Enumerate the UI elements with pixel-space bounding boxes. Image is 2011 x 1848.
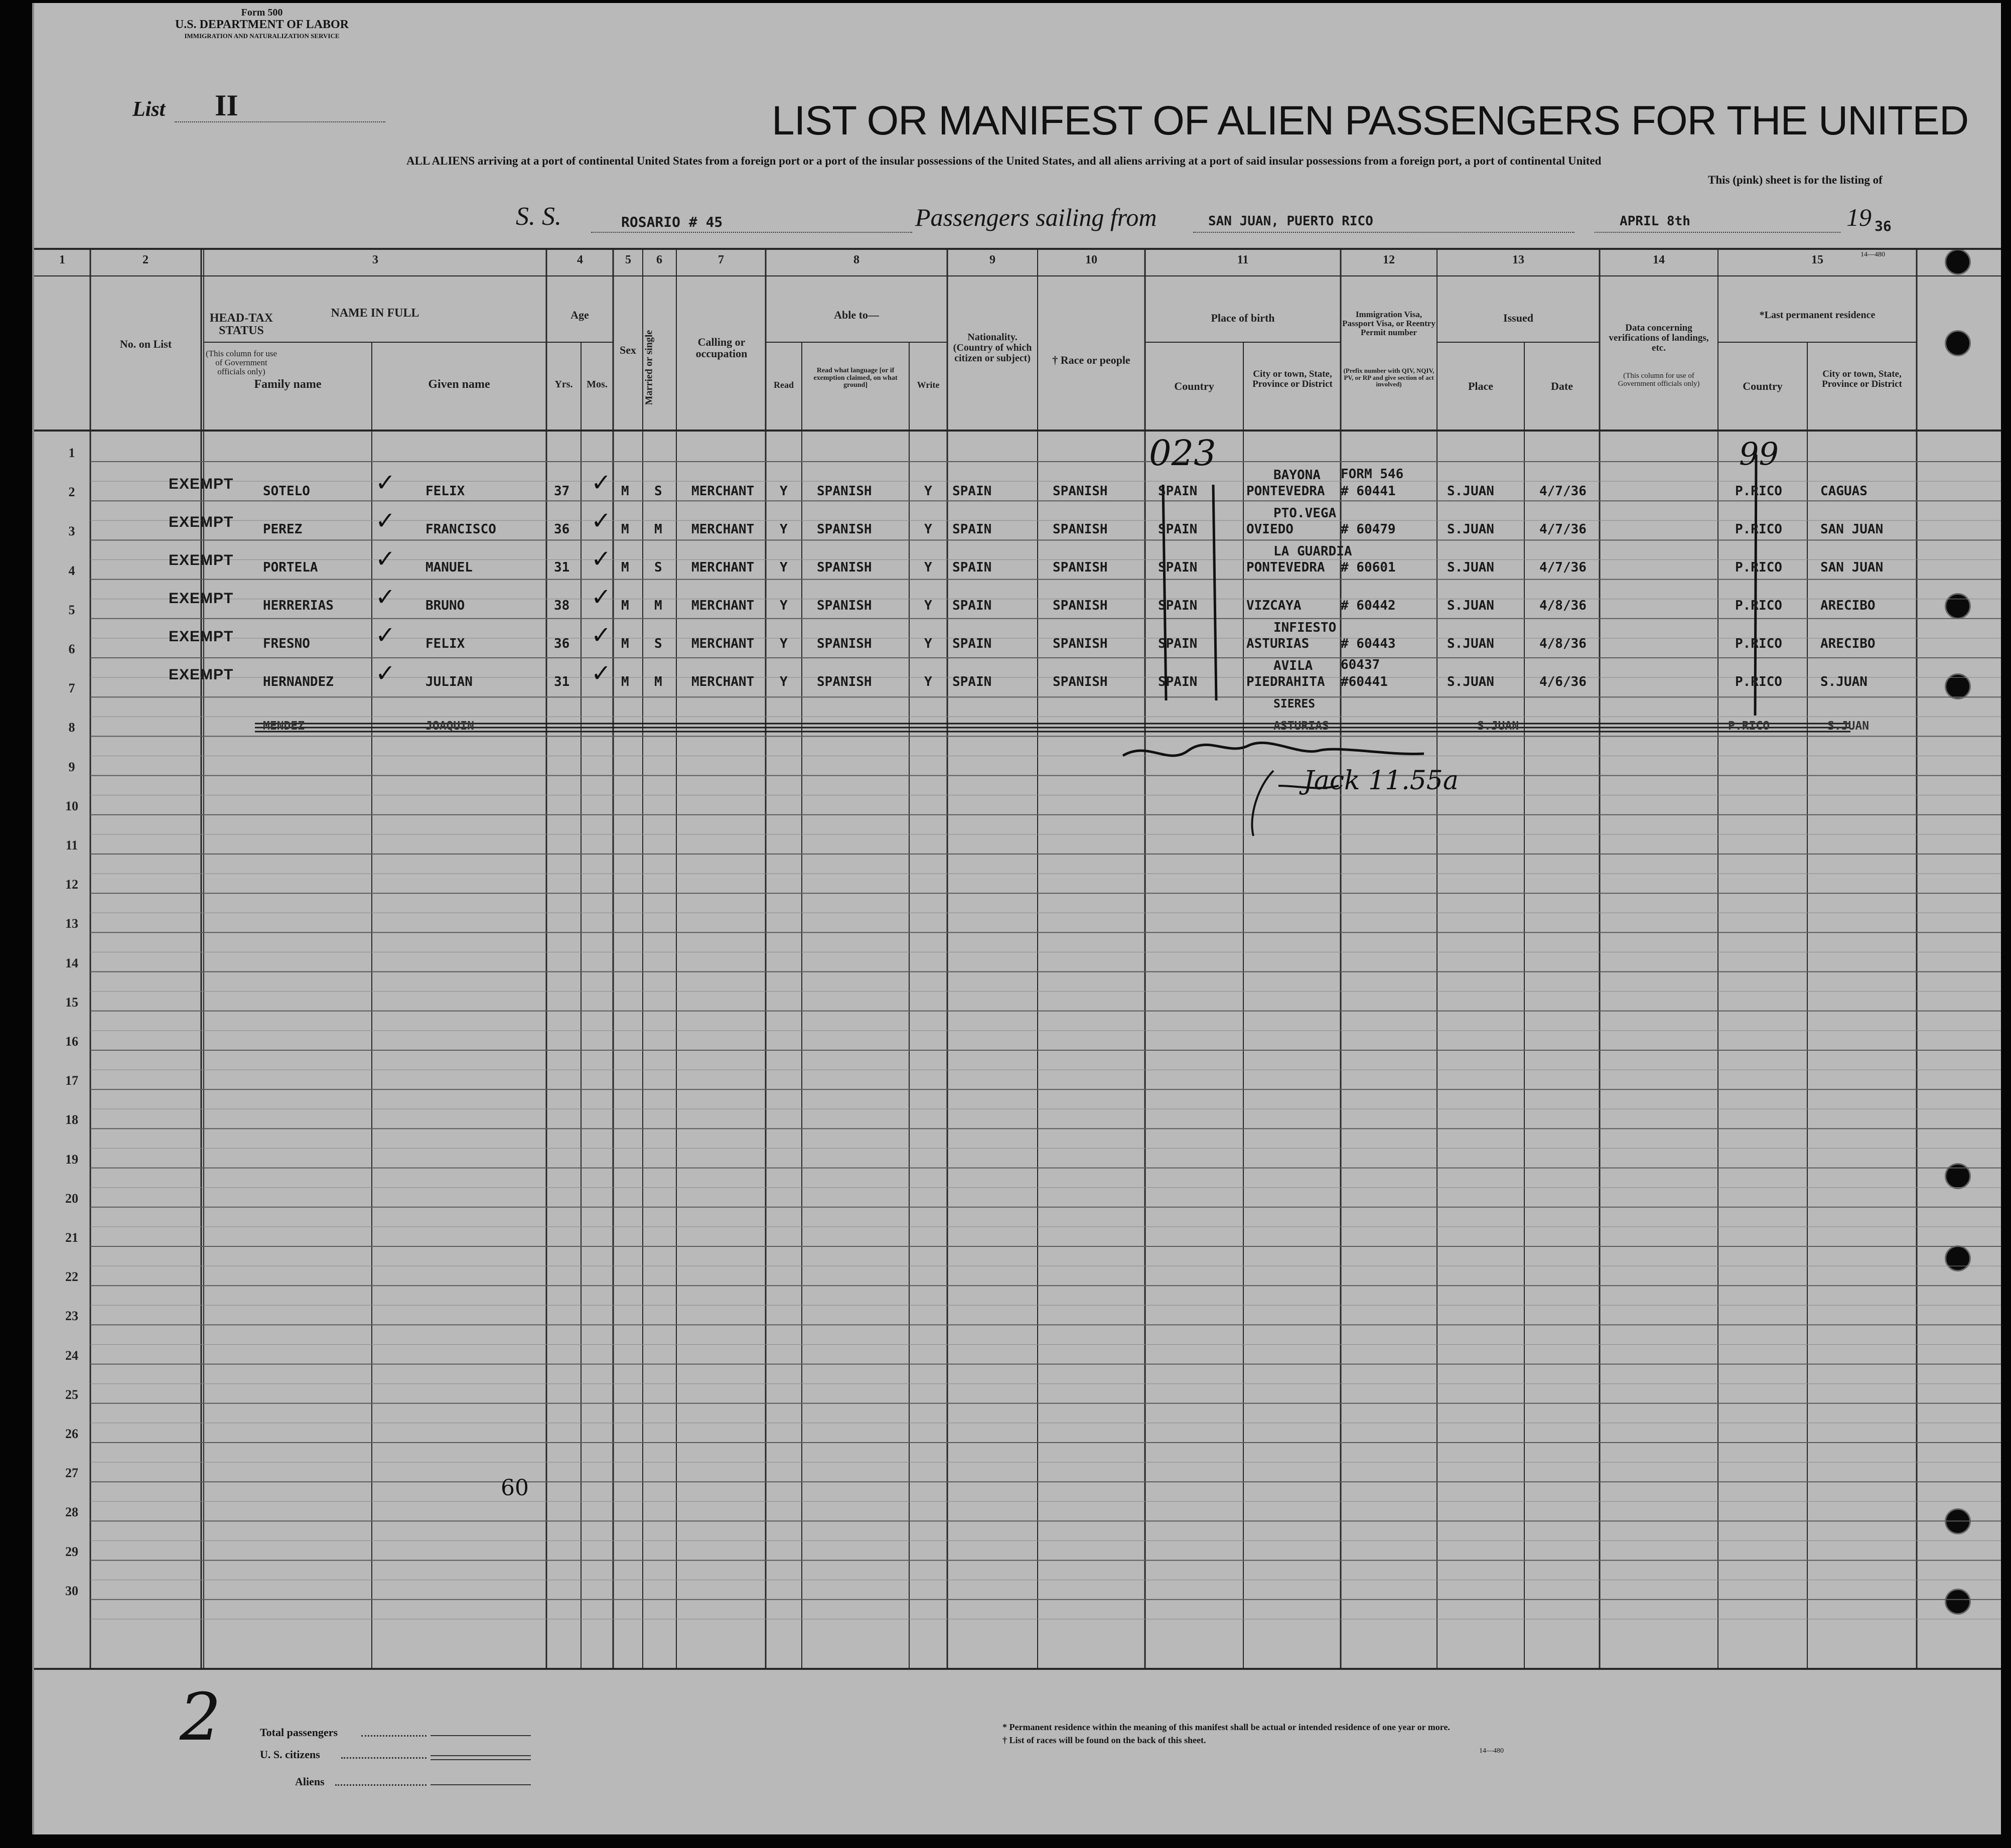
total-passengers-label: Total passengers — [260, 1726, 338, 1739]
column-number: 4 — [577, 253, 583, 266]
list-label: List — [132, 98, 166, 121]
column-number: 7 — [718, 253, 724, 266]
us-citizens-dots — [341, 1757, 426, 1759]
passenger-sex: M — [621, 598, 629, 613]
sailing-label: Passengers sailing from — [915, 203, 1157, 231]
header-nationality: Nationality. (Country of which citizen or subject) — [953, 332, 1032, 364]
column-number: 8 — [853, 253, 859, 266]
check-mark-name: ✓ — [375, 545, 396, 573]
column-number: 1 — [59, 253, 65, 266]
passenger-read-language: SPANISH — [817, 674, 872, 689]
ship-name: ROSARIO # 45 — [621, 214, 723, 230]
passenger-nationality: SPAIN — [952, 636, 992, 651]
sailing-date: APRIL 8th — [1620, 214, 1690, 229]
passenger-issued-place: S.JUAN — [1447, 522, 1494, 537]
passenger-can-write: Y — [924, 484, 932, 499]
passenger-read-language: SPANISH — [817, 484, 872, 499]
check-mark-age: ✓ — [591, 583, 612, 611]
aliens-dots — [335, 1784, 426, 1786]
passenger-birth-city-top: LA GUARDIA — [1273, 544, 1352, 559]
passenger-nationality: SPAIN — [952, 560, 992, 575]
passenger-issued-place: S.JUAN — [1447, 636, 1494, 651]
header-res-city: City or town, State, Province or District — [1822, 369, 1902, 389]
header-read-lang: Read what language [or if exemption claimed, on what ground] — [813, 367, 898, 389]
check-mark-name: ✓ — [375, 507, 396, 535]
row-number: 7 — [68, 681, 75, 696]
year-suffix: 36 — [1875, 218, 1892, 234]
corner-code: 14—480 — [1860, 251, 1885, 258]
header-data-note: (This column for use of Government officials only) — [1618, 372, 1700, 388]
footnote-residence: * Permanent residence within the meaning of this manifest shall be actual or intended residence of one year or more. — [1002, 1722, 1450, 1732]
row-number: 30 — [65, 1583, 78, 1598]
row-number: 8 — [68, 720, 75, 735]
passenger-family-name: SOTELO — [263, 484, 310, 499]
passenger-given-name: BRUNO — [425, 598, 465, 613]
total-passengers-dots — [361, 1735, 426, 1737]
passenger-residence-city: ARECIBO — [1820, 598, 1876, 613]
row-number: 13 — [65, 916, 78, 931]
column-number: 5 — [625, 253, 631, 266]
passenger-age-years: 36 — [554, 636, 570, 651]
row-number: 24 — [65, 1348, 78, 1363]
passenger-given-name: FRANCISCO — [425, 522, 496, 537]
us-citizens-line — [430, 1755, 531, 1760]
row-number: 19 — [65, 1152, 78, 1167]
header-read: Read — [774, 380, 794, 390]
passenger-family-name: FRESNO — [263, 636, 310, 651]
header-given-name: Given name — [428, 378, 490, 391]
passenger-can-read: Y — [780, 636, 788, 651]
passenger-occupation: MERCHANT — [691, 636, 755, 651]
handwritten-number-023: 023 — [1149, 433, 1216, 474]
passenger-given-name: FELIX — [425, 484, 465, 499]
check-mark-age: ✓ — [591, 659, 612, 687]
row-number: 1 — [68, 446, 75, 460]
ss-label: S. S. — [516, 202, 561, 231]
port-name: SAN JUAN, PUERTO RICO — [1208, 214, 1373, 229]
passenger-can-read: Y — [780, 560, 788, 575]
crossed-city-top: SIERES — [1273, 697, 1316, 710]
passenger-visa-number: # 60442 — [1341, 598, 1396, 613]
passenger-given-name: FELIX — [425, 636, 465, 651]
row-number: 22 — [65, 1269, 78, 1285]
passenger-headtax-status: EXEMPT — [169, 514, 234, 530]
manifest-subtitle: ALL ALIENS arriving at a port of continental United States from a foreign port or a port of the insular possessions of the United States, and all aliens arriving at a port of said insular possessions from a foreign port, a port of continental United — [406, 155, 1602, 167]
passenger-residence-country: P.RICO — [1735, 636, 1782, 651]
passenger-visa-number: # 60601 — [1341, 560, 1396, 575]
passenger-sex: M — [621, 484, 629, 499]
header-able-to: Able to— — [834, 309, 879, 321]
check-mark-name: ✓ — [375, 659, 396, 687]
passenger-visa-top: 60437 — [1341, 657, 1380, 672]
passenger-headtax-status: EXEMPT — [169, 552, 234, 568]
passenger-residence-city: CAGUAS — [1820, 484, 1868, 499]
crossed-given-name: JOAQUIN — [425, 720, 474, 733]
year-prefix: 19 — [1846, 203, 1872, 231]
passenger-age-years: 31 — [554, 674, 570, 689]
passenger-nationality: SPAIN — [952, 598, 992, 613]
row-number: 20 — [65, 1191, 78, 1206]
header-visa-note: (Prefix number with QIV, NQIV, PV, or RP and give section of act involved) — [1343, 367, 1434, 388]
row-number: 12 — [65, 877, 78, 892]
passenger-race: SPANISH — [1053, 560, 1108, 575]
passenger-birth-country: SPAIN — [1158, 522, 1198, 537]
passenger-headtax-status: EXEMPT — [169, 666, 234, 683]
header-issued-place: Place — [1468, 380, 1494, 392]
row-number: 27 — [65, 1466, 78, 1481]
manifest-grid — [34, 3, 2001, 1834]
header-yrs: Yrs. — [554, 379, 573, 390]
passenger-can-write: Y — [924, 674, 932, 689]
header-country: Country — [1174, 380, 1214, 392]
passenger-issued-date: 4/7/36 — [1539, 484, 1587, 499]
column-number: 9 — [989, 253, 995, 266]
passenger-race: SPANISH — [1053, 598, 1108, 613]
handwritten-initials: Jack 11.55a — [1304, 766, 1459, 796]
crossed-city: ASTURIAS — [1273, 720, 1329, 733]
passenger-visa-number: # 60479 — [1341, 522, 1396, 537]
check-mark-age: ✓ — [591, 545, 612, 573]
passenger-sex: M — [621, 560, 629, 575]
passenger-birth-city-top: AVILA — [1273, 658, 1313, 673]
footnote-races: † List of races will be found on the back of this sheet. — [1002, 1735, 1206, 1745]
passenger-birth-city-top: BAYONA — [1273, 468, 1321, 483]
check-mark-age: ✓ — [591, 469, 612, 497]
passenger-married-single: M — [654, 598, 662, 613]
passenger-can-write: Y — [924, 598, 932, 613]
header-headtax: HEAD-TAX STATUS — [209, 312, 273, 338]
header-data-concerning: Data concerning verifications of landings, etc. — [1609, 323, 1709, 353]
passenger-married-single: M — [654, 522, 662, 537]
passenger-birth-country: SPAIN — [1158, 636, 1198, 651]
passenger-residence-country: P.RICO — [1735, 598, 1782, 613]
passenger-family-name: HERRERIAS — [263, 598, 334, 613]
row-number: 11 — [65, 838, 78, 852]
passenger-birth-city-top: PTO.VEGA — [1273, 506, 1337, 521]
department-name: U.S. DEPARTMENT OF LABOR — [175, 18, 349, 31]
header-place-of-birth: Place of birth — [1211, 312, 1275, 324]
column-number: 2 — [142, 253, 149, 266]
header-sex: Sex — [620, 344, 636, 356]
passenger-birth-country: SPAIN — [1158, 560, 1198, 575]
passenger-sex: M — [621, 636, 629, 651]
row-number: 10 — [65, 798, 78, 813]
header-no-on-list: No. on List — [119, 338, 172, 350]
passenger-issued-place: S.JUAN — [1447, 598, 1494, 613]
row-number: 6 — [68, 642, 75, 656]
passenger-nationality: SPAIN — [952, 674, 992, 689]
passenger-married-single: M — [654, 674, 662, 689]
passenger-issued-place: S.JUAN — [1447, 484, 1494, 499]
row-number: 21 — [65, 1230, 78, 1245]
us-citizens-label: U. S. citizens — [260, 1748, 320, 1761]
column-number: 10 — [1085, 253, 1097, 266]
crossed-issued-place: S.JUAN — [1477, 720, 1519, 733]
crossed-family-name: MENDEZ — [263, 720, 305, 733]
header-issued-date: Date — [1551, 380, 1573, 392]
manifest-title: LIST OR MANIFEST OF ALIEN PASSENGERS FOR THE UNITED — [772, 98, 1969, 144]
passenger-can-read: Y — [780, 674, 788, 689]
header-mos: Mos. — [587, 379, 608, 390]
header-headtax-note: (This column for use of Government officials only) — [205, 349, 277, 376]
check-mark-name: ✓ — [375, 621, 396, 649]
passenger-can-write: Y — [924, 522, 932, 537]
row-number: 16 — [65, 1034, 78, 1049]
column-number: 3 — [372, 253, 378, 266]
passenger-residence-city: SAN JUAN — [1820, 560, 1884, 575]
column-number: 6 — [656, 253, 662, 266]
handwritten-total: 2 — [180, 1679, 221, 1755]
header-race: † Race or people — [1052, 354, 1130, 366]
header-visa: Immigration Visa, Passport Visa, or Reentry Permit number — [1342, 310, 1435, 337]
passenger-family-name: PORTELA — [263, 560, 318, 575]
passenger-sex: M — [621, 522, 629, 537]
passenger-residence-country: P.RICO — [1735, 674, 1782, 689]
crossed-res-country: P.RICO — [1728, 720, 1770, 733]
row-number: 15 — [65, 994, 78, 1010]
passenger-occupation: MERCHANT — [691, 598, 755, 613]
column-number: 15 — [1811, 253, 1823, 266]
passenger-issued-date: 4/8/36 — [1539, 598, 1587, 613]
passenger-occupation: MERCHANT — [691, 560, 755, 575]
passenger-birth-city: PIEDRAHITA — [1246, 674, 1325, 689]
passenger-occupation: MERCHANT — [691, 522, 755, 537]
passenger-residence-country: P.RICO — [1735, 484, 1782, 499]
row-number: 29 — [65, 1544, 78, 1559]
header-last-residence: *Last permanent residence — [1759, 310, 1876, 321]
passenger-can-read: Y — [780, 484, 788, 499]
check-mark-name: ✓ — [375, 583, 396, 611]
passenger-age-years: 37 — [554, 484, 570, 499]
passenger-residence-country: P.RICO — [1735, 522, 1782, 537]
row-number: 23 — [65, 1309, 78, 1324]
header-calling: Calling or occupation — [695, 336, 748, 360]
passenger-age-years: 31 — [554, 560, 570, 575]
aliens-label: Aliens — [295, 1775, 325, 1788]
manifest-sheet — [32, 3, 2001, 1834]
column-number: 14 — [1653, 253, 1665, 266]
passenger-residence-city: ARECIBO — [1820, 636, 1876, 651]
check-mark-name: ✓ — [375, 469, 396, 497]
column-number: 12 — [1383, 253, 1395, 266]
header-name-in-full: NAME IN FULL — [331, 307, 419, 320]
header-write: Write — [917, 380, 940, 390]
row-number: 26 — [65, 1427, 78, 1441]
sheet-note: This (pink) sheet is for the listing of — [1708, 174, 1883, 186]
list-value: II — [215, 89, 238, 122]
passenger-birth-city: PONTEVEDRA — [1246, 484, 1325, 499]
check-mark-age: ✓ — [591, 621, 612, 649]
row-number: 25 — [65, 1387, 78, 1402]
passenger-given-name: JULIAN — [425, 674, 473, 689]
passenger-birth-city: VIZCAYA — [1246, 598, 1302, 613]
header-family-name: Family name — [254, 378, 322, 391]
passenger-race: SPANISH — [1053, 636, 1108, 651]
form-number: Form 500 — [241, 7, 283, 18]
passenger-sex: M — [621, 674, 629, 689]
row-number: 4 — [68, 563, 75, 578]
passenger-family-name: PEREZ — [263, 522, 303, 537]
crossed-res-city: S.JUAN — [1827, 720, 1870, 733]
passenger-birth-city-top: INFIESTO — [1273, 620, 1337, 635]
passenger-issued-place: S.JUAN — [1447, 674, 1494, 689]
total-passengers-line — [430, 1735, 531, 1736]
passenger-married-single: S — [654, 484, 662, 499]
passenger-married-single: S — [654, 560, 662, 575]
passenger-birth-country: SPAIN — [1158, 674, 1198, 689]
passenger-issued-date: 4/6/36 — [1539, 674, 1587, 689]
passenger-read-language: SPANISH — [817, 598, 872, 613]
passenger-birth-city: PONTEVEDRA — [1246, 560, 1325, 575]
passenger-visa-number: # 60443 — [1341, 636, 1396, 651]
passenger-birth-city: OVIEDO — [1246, 522, 1294, 537]
row-number: 14 — [65, 955, 78, 970]
passenger-occupation: MERCHANT — [691, 674, 755, 689]
passenger-issued-date: 4/7/36 — [1539, 522, 1587, 537]
passenger-can-read: Y — [780, 598, 788, 613]
check-mark-age: ✓ — [591, 507, 612, 535]
passenger-residence-city: S.JUAN — [1820, 674, 1868, 689]
passenger-issued-date: 4/8/36 — [1539, 636, 1587, 651]
passenger-nationality: SPAIN — [952, 484, 992, 499]
handwritten-number-60: 60 — [501, 1475, 529, 1501]
header-age: Age — [570, 309, 589, 321]
passenger-can-write: Y — [924, 636, 932, 651]
column-number: 11 — [1237, 253, 1249, 266]
row-number: 17 — [65, 1073, 78, 1088]
service-name: IMMIGRATION AND NATURALIZATION SERVICE — [184, 32, 340, 40]
passenger-headtax-status: EXEMPT — [169, 590, 234, 607]
passenger-residence-country: P.RICO — [1735, 560, 1782, 575]
passenger-family-name: HERNANDEZ — [263, 674, 334, 689]
passenger-can-read: Y — [780, 522, 788, 537]
aliens-line — [430, 1784, 531, 1785]
passenger-age-years: 38 — [554, 598, 570, 613]
row-number: 3 — [68, 524, 75, 539]
passenger-read-language: SPANISH — [817, 522, 872, 537]
passenger-race: SPANISH — [1053, 484, 1108, 499]
passenger-read-language: SPANISH — [817, 560, 872, 575]
row-number: 9 — [68, 759, 75, 774]
passenger-can-write: Y — [924, 560, 932, 575]
header-res-country: Country — [1743, 380, 1783, 392]
row-number: 18 — [65, 1112, 78, 1127]
passenger-birth-city: ASTURIAS — [1246, 636, 1310, 651]
passenger-headtax-status: EXEMPT — [169, 628, 234, 645]
passenger-age-years: 36 — [554, 522, 570, 537]
passenger-race: SPANISH — [1053, 522, 1108, 537]
passenger-birth-country: SPAIN — [1158, 598, 1198, 613]
passenger-issued-date: 4/7/36 — [1539, 560, 1587, 575]
passenger-visa-number: #60441 — [1341, 674, 1388, 689]
passenger-read-language: SPANISH — [817, 636, 872, 651]
passenger-race: SPANISH — [1053, 674, 1108, 689]
header-issued: Issued — [1503, 312, 1533, 324]
passenger-headtax-status: EXEMPT — [169, 476, 234, 492]
passenger-visa-number: # 60441 — [1341, 484, 1396, 499]
header-married: Married or single — [643, 330, 655, 405]
passenger-residence-city: SAN JUAN — [1820, 522, 1884, 537]
row-number: 28 — [65, 1505, 78, 1520]
passenger-issued-place: S.JUAN — [1447, 560, 1494, 575]
column-number: 13 — [1512, 253, 1524, 266]
handwritten-number-99: 99 — [1739, 436, 1779, 472]
passenger-birth-country: SPAIN — [1158, 484, 1198, 499]
row-number: 5 — [68, 602, 75, 617]
passenger-given-name: MANUEL — [425, 560, 473, 575]
footer-code: 14—480 — [1479, 1747, 1504, 1755]
passenger-visa-top: FORM 546 — [1341, 467, 1404, 482]
passenger-married-single: S — [654, 636, 662, 651]
passenger-occupation: MERCHANT — [691, 484, 755, 499]
passenger-nationality: SPAIN — [952, 522, 992, 537]
row-number: 2 — [68, 485, 75, 500]
header-city: City or town, State, Province or District — [1252, 369, 1333, 389]
